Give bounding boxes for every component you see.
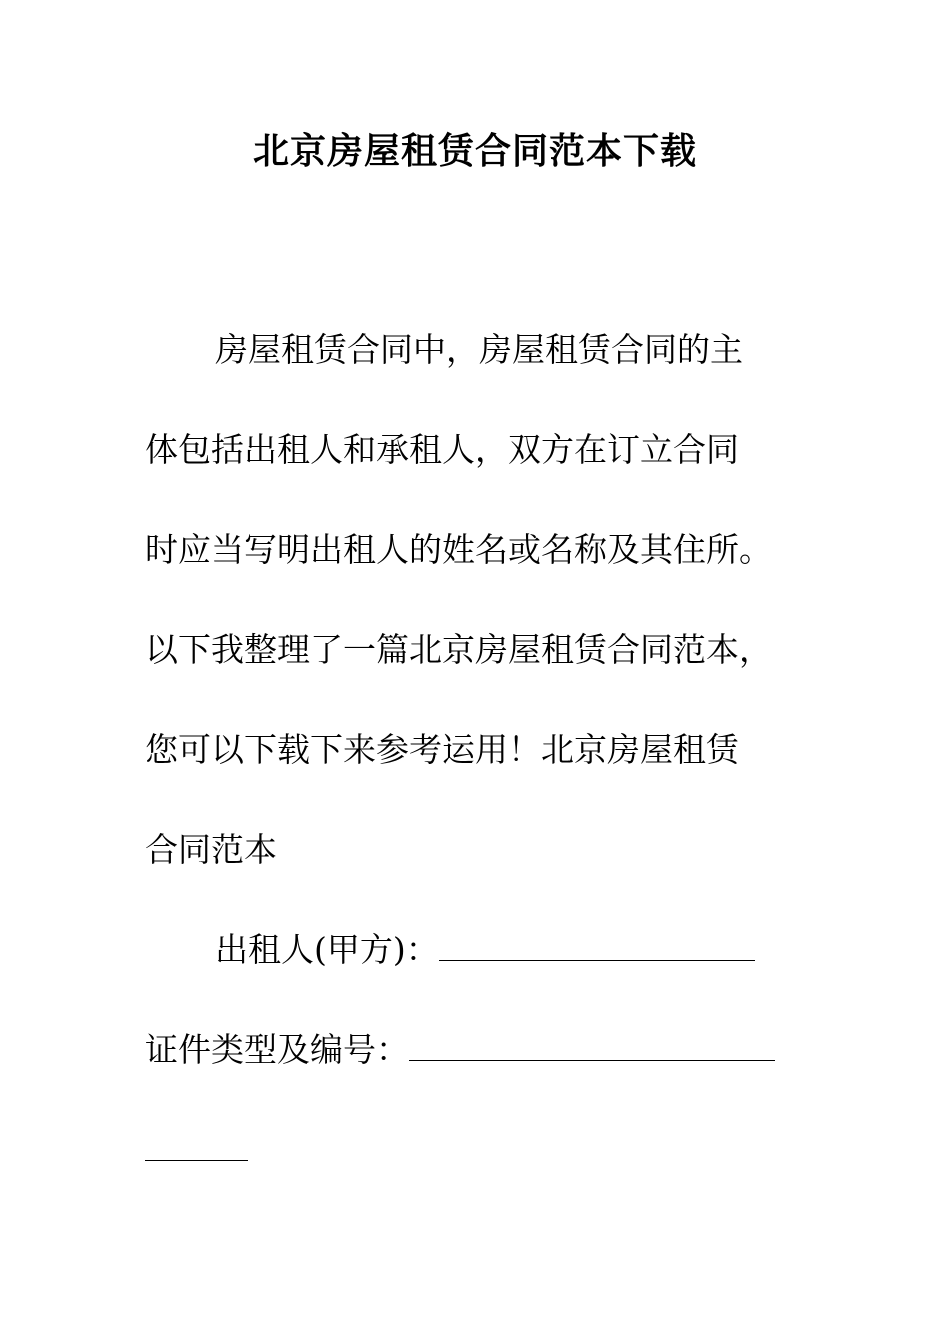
paragraph-line: 您可以下载下来参考运用！北京房屋租赁: [145, 730, 739, 769]
lessor-field: [145, 900, 805, 1000]
paragraph-line: 合同范本: [145, 830, 277, 869]
paragraph-line: 以下我整理了一篇北京房屋租赁合同范本，: [145, 630, 772, 669]
paragraph-line: 房屋租赁合同中，房屋租赁合同的主: [215, 330, 743, 369]
id-blank-line-continued: [145, 1132, 248, 1161]
paragraph-line: 时应当写明出租人的姓名或名称及其住所。: [145, 530, 772, 569]
id-field-continuation: [145, 1100, 805, 1200]
document-title: 北京房屋租赁合同范本下载: [252, 130, 697, 172]
document-body: [145, 300, 805, 1200]
lessor-blank-line: [439, 932, 755, 961]
paragraph-line: 体包括出租人和承租人，双方在订立合同: [145, 430, 739, 469]
lessor-label: 出租人(甲方)：: [215, 930, 439, 969]
id-field: [145, 1000, 805, 1100]
id-blank-line: [409, 1032, 775, 1061]
id-label: 证件类型及编号：: [145, 1030, 409, 1069]
